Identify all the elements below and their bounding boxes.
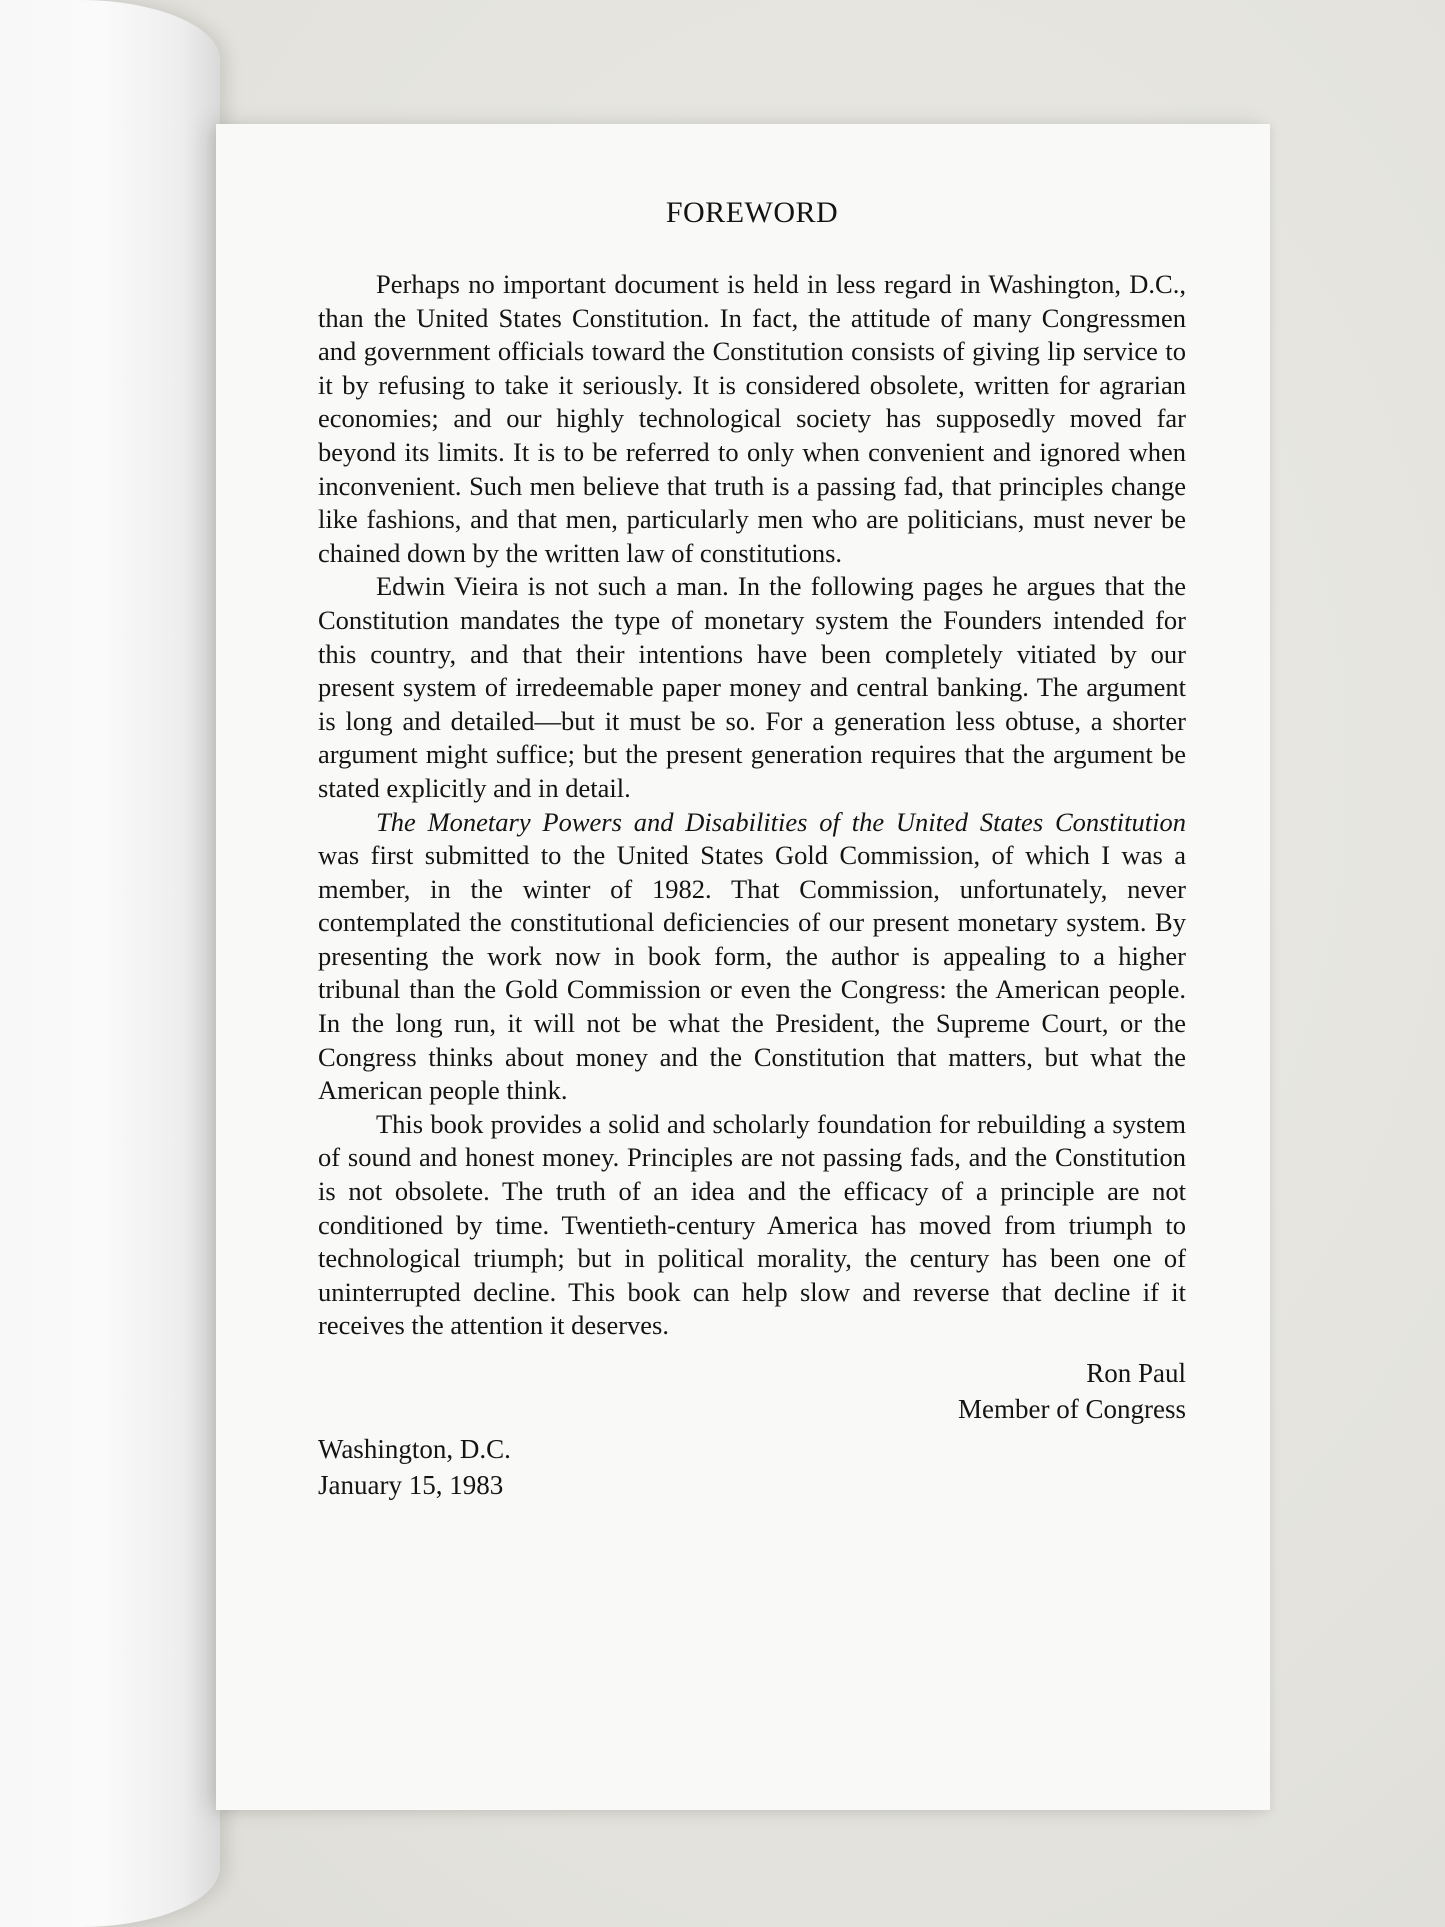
- signature-role: Member of Congress: [958, 1394, 1186, 1424]
- paragraph-3: [318, 806, 1186, 1108]
- page-content: [318, 196, 1186, 1503]
- signature-name: Ron Paul: [1086, 1358, 1186, 1388]
- foreword-body: [318, 268, 1186, 1343]
- place: Washington, D.C.: [318, 1434, 511, 1464]
- book-page: [216, 124, 1270, 1810]
- left-facing-page: [0, 0, 220, 1927]
- page-title: FOREWORD: [665, 196, 839, 229]
- signature-block: [318, 1355, 1186, 1427]
- paragraph-4: This book provides a solid and scholarly foundation for rebuilding a system of sound and honest money. Principles are not passing fads, and the Constitution is not obsolete. The truth of an idea and the efficacy of a principle are not conditioned by time. Twentieth-century America has moved from triumph to technological triumph; but in political morality, the century has been one of uninterrupted decline. This book can help slow and reverse that decline if it receives the attention it deserves.: [318, 1108, 1186, 1341]
- paragraph-1: Perhaps no important document is held in less regard in Washington, D.C., than the United States Constitution. In fact, the attitude of many Congressmen and government officials toward the Constitution consists of giving lip service to it by refusing to take it seriously. It is considered obsolete, written for agrarian economies; and our highly technological society has supposedly moved far beyond its limits. It is to be referred to only when convenient and ignored when inconvenient. Such men believe that truth is a passing fad, that principles change like fashions, and that men, particularly men who are politicians, must never be chained down by the written law of constitutions.: [318, 269, 1186, 568]
- left-page-show-through: [0, 0, 160, 1927]
- date: January 15, 1983: [318, 1470, 504, 1500]
- book-title-italic: The Monetary Powers and Disabilities of the United States Constitution: [376, 806, 1186, 837]
- paragraph-3-text: was first submitted to the United States Gold Commission, of which I was a member, in the winter of 1982. That Commission, unfortunately, never contemplated the constitutional deficiencies of our present monetary system. By presenting the work now in book form, the author is appealing to a higher tribunal than the Gold Commission or even the Congress: the American people. In the long run, it will not be what the President, the Supreme Court, or the Congress thinks about money and the Constitution that matters, but what the American people think.: [318, 840, 1186, 1106]
- paragraph-2: Edwin Vieira is not such a man. In the following pages he argues that the Constitution mandates the type of monetary system the Founders intended for this country, and that their intentions have been completely vitiated by our present system of irredeemable paper money and central banking. The argument is long and detailed—but it must be so. For a generation less obtuse, a shorter argument might suffice; but the present generation requires that the argument be stated explicitly and in detail.: [318, 571, 1186, 803]
- place-date-block: [318, 1431, 1186, 1503]
